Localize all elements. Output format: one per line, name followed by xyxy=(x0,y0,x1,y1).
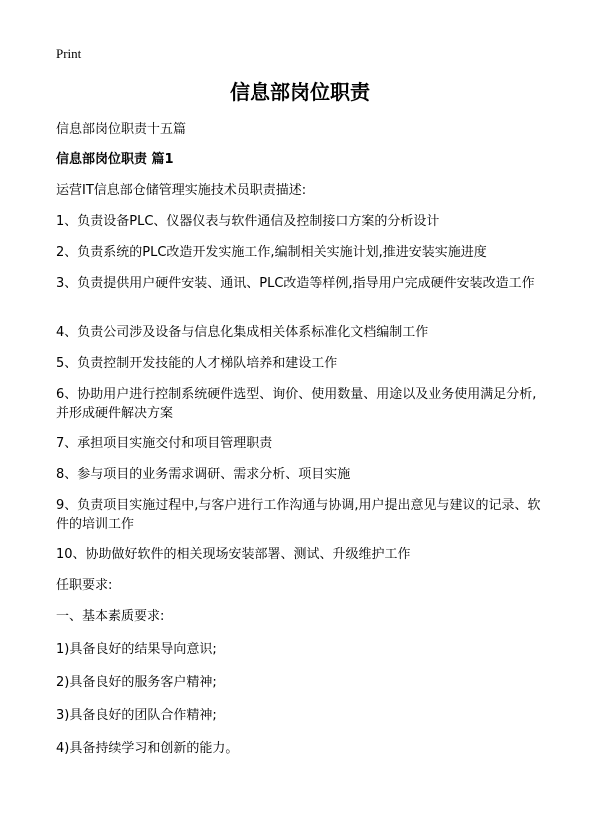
intro-text: 运营IT信息部仓储管理实施技术员职责描述: xyxy=(56,183,307,198)
requirements-heading: 任职要求: xyxy=(56,578,113,593)
duty-item-7: 7、承担项目实施交付和项目管理职责 xyxy=(56,436,273,451)
basic-item-1: 1)具备良好的结果导向意识; xyxy=(56,642,217,657)
basic-item-3: 3)具备良好的团队合作精神; xyxy=(56,708,217,723)
duty-item-1: 1、负责设备PLC、仪器仪表与软件通信及控制接口方案的分析设计 xyxy=(56,214,440,229)
duty-item-8: 8、参与项目的业务需求调研、需求分析、项目实施 xyxy=(56,467,351,482)
duty-item-10: 10、协助做好软件的相关现场安装部署、测试、升级维护工作 xyxy=(56,547,411,562)
basic-item-4: 4)具备持续学习和创新的能力。 xyxy=(56,741,239,756)
document-subtitle: 信息部岗位职责十五篇 xyxy=(56,122,187,137)
duty-item-9: 9、负责项目实施过程中,与客户进行工作沟通与协调,用户提出意见与建议的记录、软件的培训工作 xyxy=(56,498,541,532)
print-label: Print xyxy=(56,46,82,61)
duty-item-6: 6、协助用户进行控制系统硬件选型、询价、使用数量、用途以及业务使用满足分析,并形成硬件解决方案 xyxy=(56,387,537,421)
duty-item-2: 2、负责系统的PLC改造开发实施工作,编制相关实施计划,推进安装实施进度 xyxy=(56,245,487,260)
basic-item-2: 2)具备良好的服务客户精神; xyxy=(56,675,217,690)
basic-requirements-heading: 一、基本素质要求: xyxy=(56,609,165,624)
duty-item-4: 4、负责公司涉及设备与信息化集成相关体系标准化文档编制工作 xyxy=(56,325,429,340)
duty-item-5: 5、负责控制开发技能的人才梯队培养和建设工作 xyxy=(56,356,338,371)
page-title: 信息部岗位职责 xyxy=(230,80,370,104)
section-heading: 信息部岗位职责 篇1 xyxy=(56,152,174,167)
duty-item-3: 3、负责提供用户硬件安装、通讯、PLC改造等样例,指导用户完成硬件安装改造工作 xyxy=(56,276,535,291)
